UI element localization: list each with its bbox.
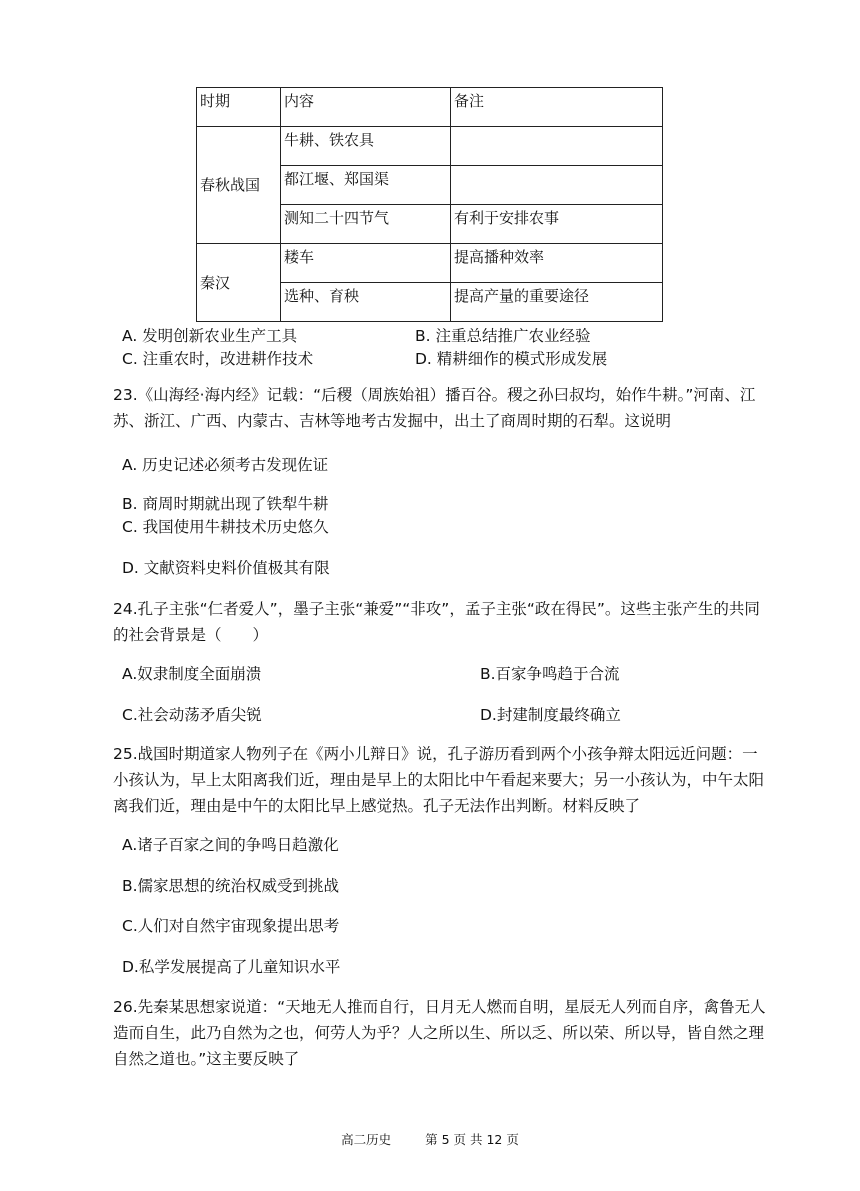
table-header-row bbox=[197, 88, 663, 127]
q25-option-c: C.人们对自然宇宙现象提出思考 bbox=[122, 917, 340, 935]
content-cell: 都江堰、郑国渠 bbox=[281, 166, 451, 205]
q24-option-d: D.封建制度最终确立 bbox=[480, 706, 621, 724]
q23-option-c: C. 我国使用牛耕技术历史悠久 bbox=[122, 518, 329, 536]
q24-option-b: B.百家争鸣趋于合流 bbox=[480, 665, 620, 683]
q25-stem: 25.战国时期道家人物列子在《两小儿辩日》说，孔子游历看到两个小孩争辩太阳远近问题：一小孩认为，早上太阳离我们近，理由是早上的太阳比中午看起来要大；另一小孩认为，中午太阳离我们近，理由是中午的太阳比早上感觉热。孔子无法作出判断。材料反映了 bbox=[113, 745, 765, 815]
q24-option-c: C.社会动荡矛盾尖锐 bbox=[122, 706, 262, 724]
q25-option-b: B.儒家思想的统治权威受到挑战 bbox=[122, 877, 340, 895]
footer-page-number: 第 5 页 共 12 页 bbox=[425, 1132, 519, 1147]
q25-option-d: D.私学发展提高了儿童知识水平 bbox=[122, 958, 341, 976]
content-cell: 耧车 bbox=[281, 244, 451, 283]
table-header: 备注 bbox=[451, 88, 663, 127]
q26-stem: 26.先秦某思想家说道：“天地无人推而自行，日月无人燃而自明，星辰无人列而自序，禽鲁无人造而自生，此乃自然为之也，何劳人为乎？人之所以生、所以乏、所以荣、所以导，皆自然之理自然之道也。”这主要反映了 bbox=[113, 998, 766, 1068]
q22-option-b: B. 注重总结推广农业经验 bbox=[415, 327, 591, 345]
note-cell bbox=[451, 127, 663, 166]
q22-option-c: C. 注重农时，改进耕作技术 bbox=[122, 350, 314, 368]
q25-option-a: A.诸子百家之间的争鸣日趋激化 bbox=[122, 836, 339, 854]
note-cell bbox=[451, 166, 663, 205]
content-cell: 选种、育秧 bbox=[281, 283, 451, 322]
table-header: 时期 bbox=[197, 88, 281, 127]
q23-option-d: D. 文献资料史料价值极其有限 bbox=[122, 559, 330, 577]
period-cell: 秦汉 bbox=[197, 244, 281, 322]
table-row bbox=[197, 244, 663, 283]
q23-stem: 23.《山海经·海内经》记载：“后稷（周族始祖）播百谷。稷之孙曰叔均，始作牛耕。”河南、江苏、浙江、广西、内蒙古、吉林等地考古发掘中，出土了商周时期的石犁。这说明 bbox=[113, 386, 756, 430]
content-cell: 测知二十四节气 bbox=[281, 205, 451, 244]
content-cell: 牛耕、铁农具 bbox=[281, 127, 451, 166]
note-cell: 有利于安排农事 bbox=[451, 205, 663, 244]
q22-option-a: A. 发明创新农业生产工具 bbox=[122, 327, 298, 345]
footer-subject: 高二历史 bbox=[341, 1132, 392, 1147]
q24-option-a: A.奴隶制度全面崩溃 bbox=[122, 665, 262, 683]
table-row bbox=[197, 127, 663, 166]
q22-option-d: D. 精耕细作的模式形成发展 bbox=[415, 350, 608, 368]
q23-option-a: A. 历史记述必须考古发现佐证 bbox=[122, 456, 329, 474]
period-cell: 春秋战国 bbox=[197, 127, 281, 244]
q23-option-b: B. 商周时期就出现了铁犁牛耕 bbox=[122, 495, 329, 513]
note-cell: 提高产量的重要途径 bbox=[451, 283, 663, 322]
agriculture-table bbox=[196, 87, 663, 322]
page-footer bbox=[0, 1130, 860, 1148]
note-cell: 提高播种效率 bbox=[451, 244, 663, 283]
table-header: 内容 bbox=[281, 88, 451, 127]
q24-stem: 24.孔子主张“仁者爱人”，墨子主张“兼爱”“非攻”，孟子主张“政在得民”。这些主张产生的共同的社会背景是（ ） bbox=[113, 600, 760, 644]
